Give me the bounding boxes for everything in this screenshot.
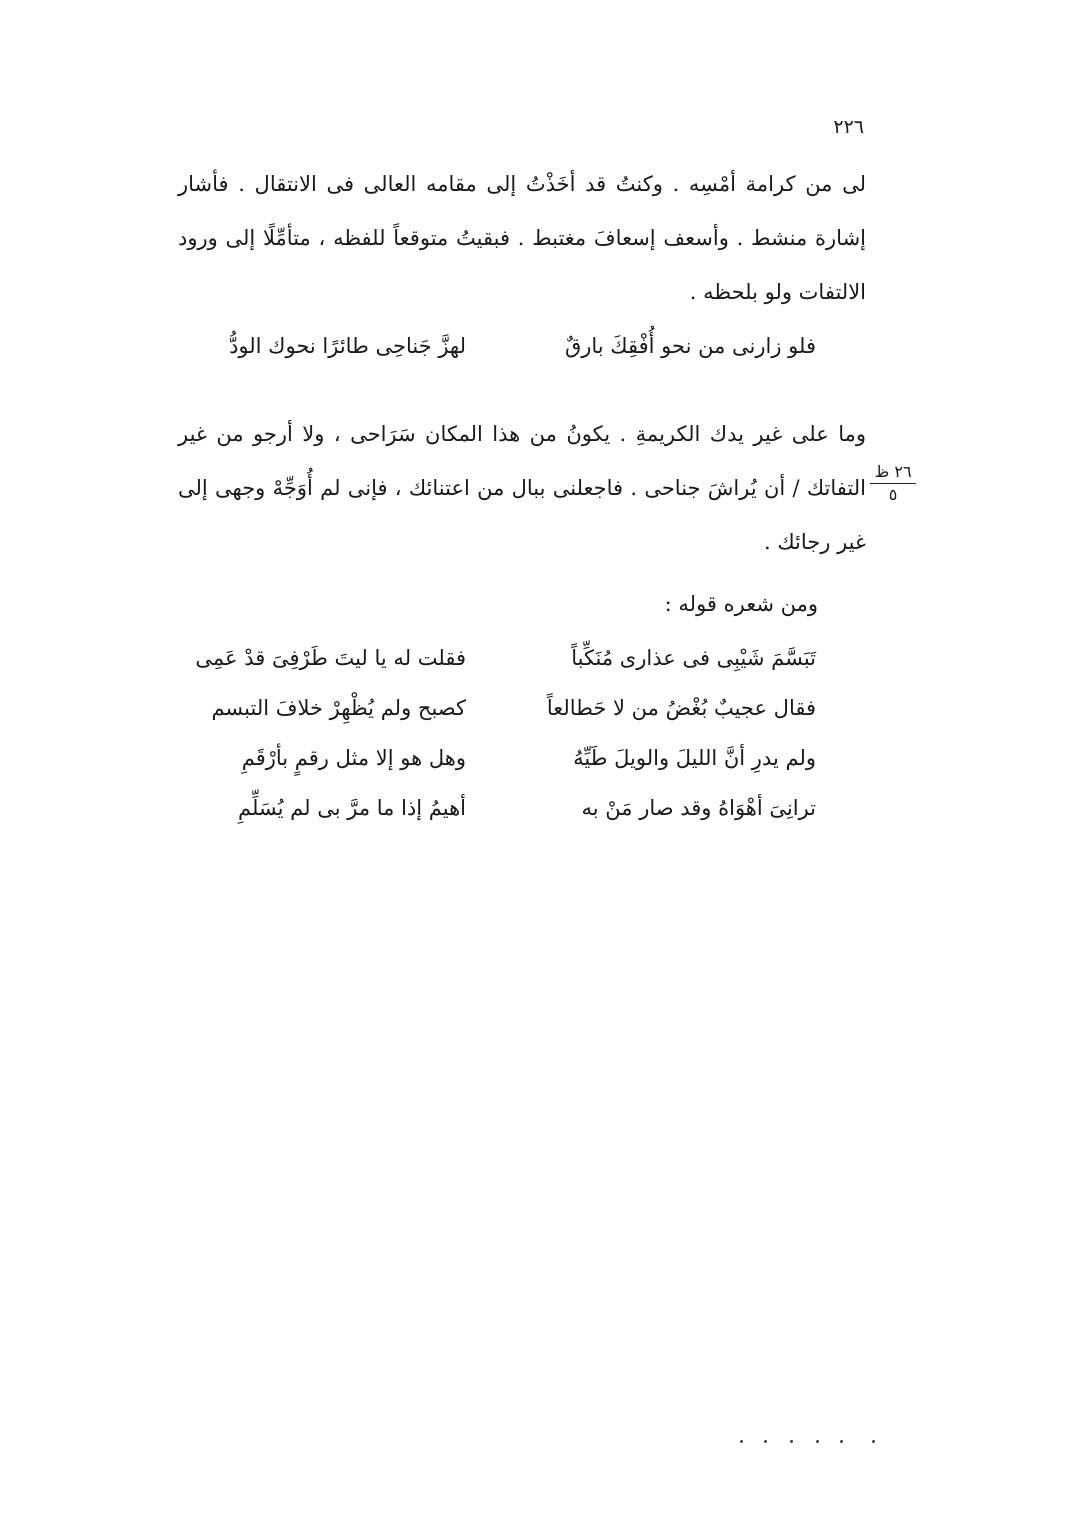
scan-dot — [764, 1440, 767, 1443]
poem-verse-right: ترانِىَ أهْوَاهُ وقد صار مَنْ به — [581, 796, 816, 820]
paragraph-1: لى من كرامة أمْسِه . وكنتُ قد أخَذْتُ إلى مقامه العالى فى الانتقال . فأشار إشارة منشط . وأسعف إسعافَ مغتبط . فبقيتُ متوقعاً للفظه ، متأمِّلًا إلى ورود الالتفات ولو بلحظه . — [178, 172, 866, 304]
poem-verse-left: وهل هو إلا مثل رقمٍ بأرْقَمِ — [241, 746, 466, 770]
scan-dot — [816, 1440, 819, 1443]
margin-folio-top: ٢٦ ظ — [870, 463, 916, 484]
margin-folio-reference — [870, 463, 916, 504]
scan-dot — [740, 1440, 743, 1443]
poem-verse — [210, 788, 816, 828]
poem-intro: ومن شعره قوله : — [664, 592, 818, 616]
poem-verse — [210, 688, 816, 728]
scan-dot — [790, 1440, 793, 1443]
verse-single-right: فلو زارنى من نحو أُفْقِكَ بارقٌ — [564, 334, 816, 358]
margin-folio-bottom: ٥ — [888, 485, 898, 504]
bottom-scan-dots — [740, 1438, 890, 1446]
poem-verse — [210, 738, 816, 778]
poem-verse-left: كصبح ولم يُظْهِرْ خلافَ التبسم — [211, 696, 466, 720]
page-number: ٢٢٦ — [833, 116, 864, 138]
poem-verse-right: تَبَسَّمَ شَيْبِى فى عذارى مُنَكِّباً — [571, 646, 816, 670]
verse-single-left: لهزَّ جَناحِى طائرًا نحوك الودُّ — [229, 334, 466, 358]
poem-verse-right: ولم يدرِ أنَّ الليلَ والويلَ طَيِّهُ — [573, 746, 816, 770]
scan-dot — [872, 1440, 875, 1443]
paragraph-2: وما على غير يدك الكريمةِ . يكونُ من هذا المكان سَرَاحى ، ولا أرجو من غير التفاتك / أن يُراشَ جناحى . فاجعلنى ببال من اعتنائك ، فإنى لم أُوَجِّهْ وجهى إلى غير رجائك . — [178, 422, 866, 554]
poem — [195, 638, 816, 858]
poem-verse-left: أهيمُ إذا ما مرَّ بى لم يُسَلِّمِ — [237, 796, 466, 820]
poem-verse-left: فقلت له يا ليتَ طَرْفِىَ قدْ عَمِى — [195, 646, 466, 670]
poem-verse-right: فقال عجيبٌ بُغْضُ من لا حَطالعاً — [546, 696, 816, 720]
poem-verse — [195, 638, 816, 678]
scan-dot — [840, 1440, 843, 1443]
